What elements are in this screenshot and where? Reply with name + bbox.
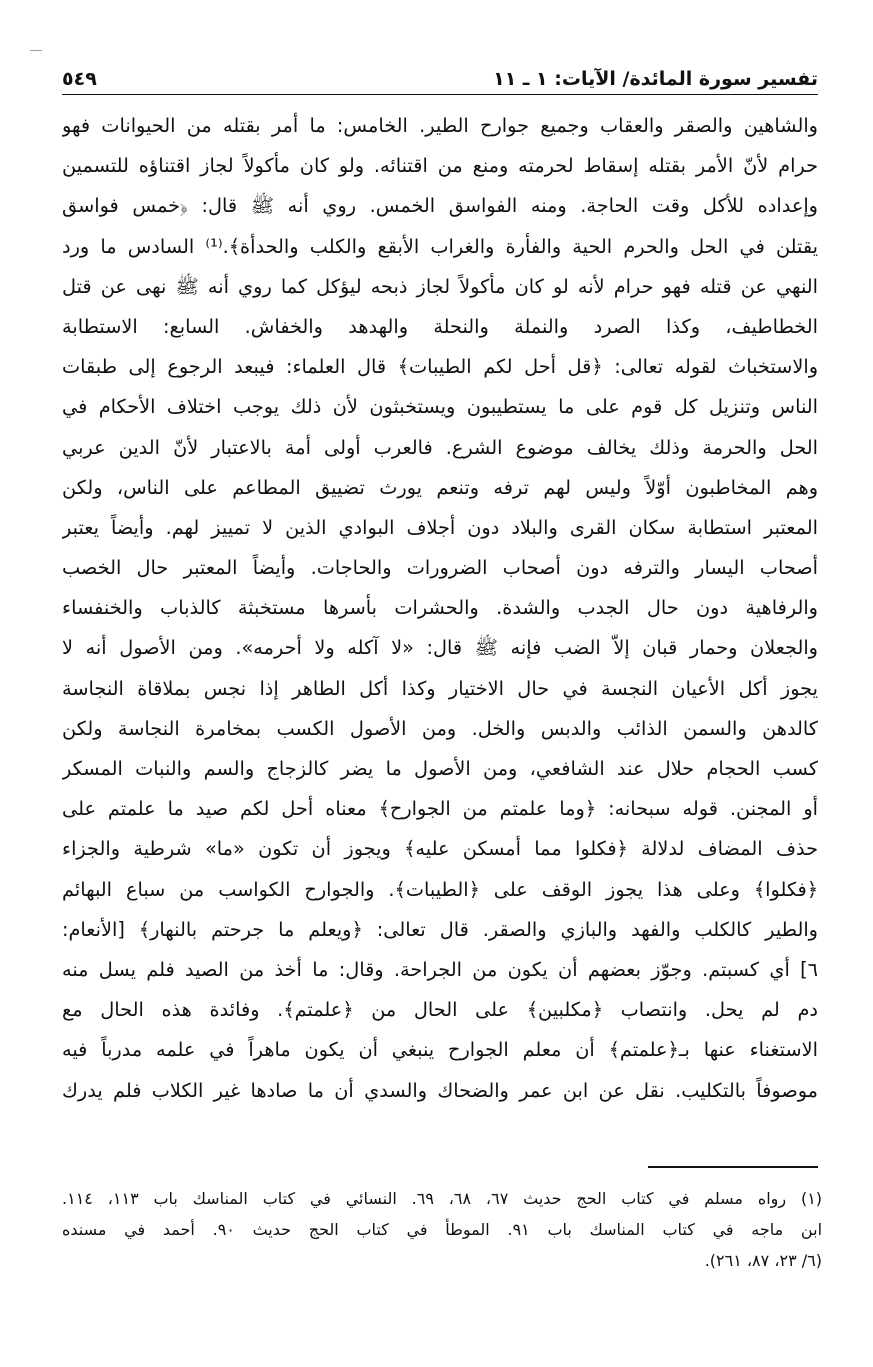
text-line: موصوفاً بالتكليب. نقل عن ابن عمر والضحاك والسدي أن ما صادها غير الكلاب فلم يدرك <box>62 1078 818 1102</box>
text-line: والاستخباث لقوله تعالى: ﴿قل أحل لكم الطيبات﴾ قال العلماء: فيبعد الرجوع إلى طبقات <box>62 355 818 379</box>
running-header <box>62 58 818 95</box>
footnotes <box>62 1183 822 1276</box>
text-line: والرفاهية دون حال الجدب والشدة. والحشرات بأسرها مستخبثة كالذباب والخنفساء <box>62 596 818 620</box>
text-line: ٦] أي كسبتم. وجوّز بعضهم أن يكون من الجراحة. وقال: ما أخذ من الصيد فلم يسل منه <box>62 957 818 981</box>
text-line: يقتلن في الحل والحرم الحية والفأرة والغراب الأبقع والكلب والحدأة﴾.⁽¹⁾ السادس ما ورد <box>62 234 818 258</box>
text-line: كسب الحجام حلال عند الشافعي، ومن الأصول ما يضر كالزجاج والسم والنبات المسكر <box>62 757 818 780</box>
text-line: كالدهن والسمن الذائب والدبس والخل. ومن الأصول الكسب بمخامرة النجاسة ولكن <box>62 716 818 740</box>
text-line: أصحاب اليسار والترفه دون أصحاب الضرورات والحاجات. وأيضاً المعتبر حال الخصب <box>62 556 818 580</box>
text-line: دم لم يحل. وانتصاب ﴿مكلبين﴾ على الحال من ﴿علمتم﴾. وفائدة هذه الحال مع <box>62 998 818 1022</box>
text-line: يجوز أكل الأعيان النجسة في حال الاختيار وكذا أكل الطاهر إذا نجس بملاقاة النجاسة <box>62 676 818 700</box>
text-line: أو المجنن. قوله سبحانه: ﴿وما علمتم من الجوارح﴾ معناه أحل لكم صيد ما علمتم على <box>62 797 818 821</box>
running-title: تفسير سورة المائدة/ الآيات: ١ ـ ١١ <box>493 68 818 90</box>
text-line: الاستغناء عنها بـ﴿علمتم﴾ أن معلم الجوارح ينبغي أن يكون ماهراً في علمه مدرباً فيه <box>62 1038 818 1062</box>
text-line: حذف المضاف لدلالة ﴿فكلوا مما أمسكن عليه﴾ ويجوز أن تكون «ما» شرطية والجزاء <box>62 837 818 861</box>
footnote-line: (١) رواه مسلم في كتاب الحج حديث ٦٧، ٦٨، ٦٩. النسائي في كتاب المناسك باب ١١٣، ١١٤. <box>62 1189 822 1208</box>
margin-mark <box>30 50 42 51</box>
text-line: الناس وتنزيل كل قوم على ما يستطيبون ويستخبثون لأن ذلك يوجب اختلاف الأحكام في <box>62 395 818 419</box>
text-line: ﴿فكلوا﴾ وعلى هذا يجوز الوقف على ﴿الطيبات﴾. والجوارح الكواسب من سباع البهائم <box>62 877 818 901</box>
text-line: وهم المخاطبون أوّلاً وليس لهم ترفه وتنعم يورث تضييق المطاعم على الناس، ولكن <box>62 475 818 499</box>
text-line: وإعداده للأكل وقت الحاجة. ومنه الفواسق الخمس. روي أنه ﷺ قال: ﴿خمس فواسق <box>62 194 818 218</box>
text-line: المعتبر استطابة سكان القرى والبلاد دون أجلاف البوادي الذين لا تمييز لهم. وأيضاً يعتبر <box>62 515 818 539</box>
page-number: ٥٤٩ <box>62 68 97 90</box>
text-line: والشاهين والصقر والعقاب وجميع جوارح الطير. الخامس: ما أمر بقتله من الحيوانات فهو <box>62 114 818 137</box>
footnote-line: (٦/ ٢٣، ٨٧، ٢٦١). <box>704 1251 822 1270</box>
text-line: والجعلان وحمار قبان إلاّ الضب فإنه ﷺ قال: «لا آكله ولا أحرمه». ومن الأصول أنه لا <box>62 636 818 660</box>
main-text <box>62 106 818 1111</box>
footnote-separator <box>648 1166 818 1168</box>
text-line: النهي عن قتله فهو حرام لأنه لو كان مأكولاً لجاز ذبحه ليؤكل كما روي أنه ﷺ نهى عن قتل <box>62 274 818 298</box>
footnote-line: ابن ماجه في كتاب المناسك باب ٩١. الموطأ في كتاب الحج حديث ٩٠. أحمد في مسنده <box>62 1220 822 1239</box>
text-line: حرام لأنّ الأمر بقتله إسقاط لحرمته ومنع من اقتنائه. ولو كان مأكولاً لجاز اقتناؤه للتسمين <box>62 154 818 178</box>
text-line: الخطاطيف، وكذا الصرد والنملة والنحلة والهدهد والخفاش. السابع: الاستطابة <box>62 314 818 338</box>
text-line: والطير كالكلب والفهد والبازي والصقر. قال تعالى: ﴿ويعلم ما جرحتم بالنهار﴾ [الأنعام: <box>62 917 818 941</box>
text-line: الحل والحرمة وذلك يخالف موضوع الشرع. فالعرب أولى أمة بالاعتبار لأنّ الدين عربي <box>62 435 818 459</box>
